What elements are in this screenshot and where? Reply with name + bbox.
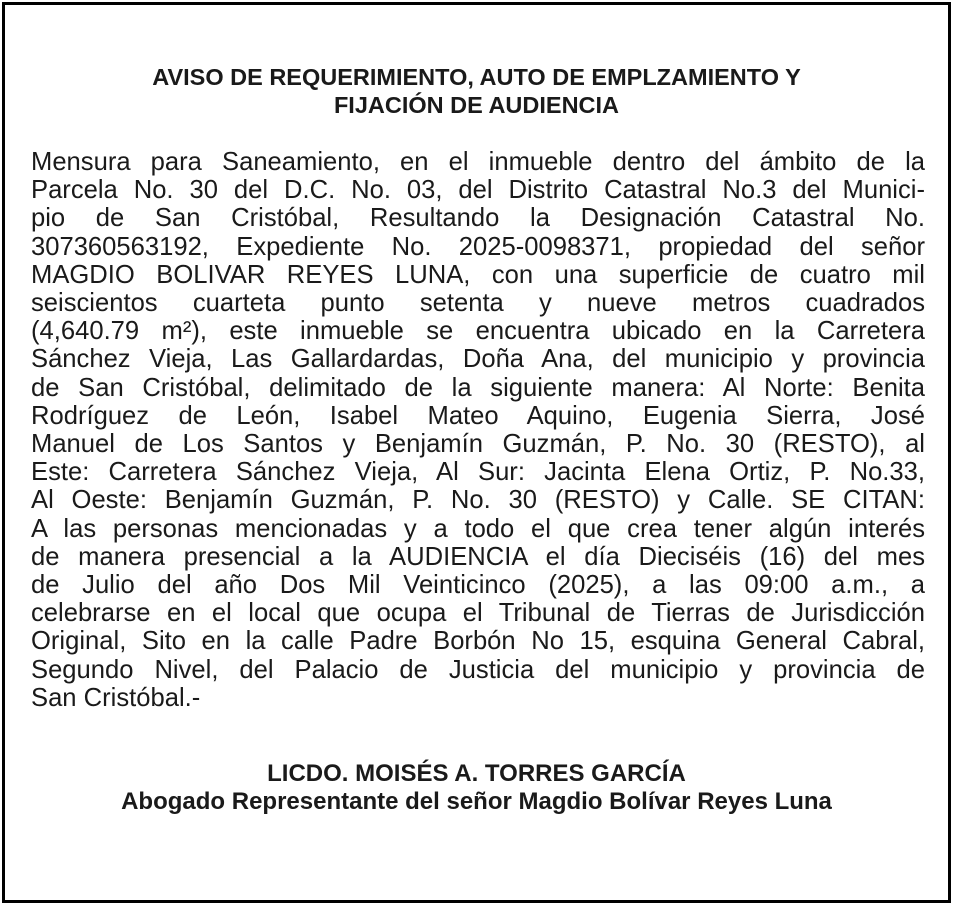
notice-body-line: (4,640.79 m²), este inmueble se encuentra ubicado en la Carretera: [31, 317, 925, 346]
signature-block: [25, 760, 928, 816]
notice-body-line: de San Cristóbal, delimitado de la siguiente manera: Al Norte: Benita: [31, 373, 925, 402]
notice-body-line: de manera presencial a la AUDIENCIA el día Dieciséis (16) del mes: [31, 542, 925, 571]
notice-body-line: pio de San Cristóbal, Resultando la Designación Catastral No.: [31, 204, 925, 233]
notice-title-line-1: AVISO DE REQUERIMIENTO, AUTO DE EMPLZAMIENTO Y: [152, 64, 801, 90]
notice-body: [31, 148, 925, 712]
notice-body-line: Sánchez Vieja, Las Gallardardas, Doña Ana, del municipio y provincia: [31, 345, 925, 374]
notice-body-line: Segundo Nivel, del Palacio de Justicia del municipio y provincia de: [31, 655, 925, 684]
notice-title-line-2: FIJACIÓN DE AUDIENCIA: [333, 92, 620, 118]
notice-body-line: A las personas mencionadas y a todo el que crea tener algún interés: [31, 514, 925, 543]
notice-body-line: MAGDIO BOLIVAR REYES LUNA, con una superficie de cuatro mil: [31, 260, 925, 289]
notice-body-line: Rodríguez de León, Isabel Mateo Aquino, Eugenia Sierra, José: [31, 401, 925, 430]
signatory-role: Abogado Representante del señor Magdio Bolívar Reyes Luna: [121, 788, 832, 815]
notice-body-line: Parcela No. 30 del D.C. No. 03, del Distrito Catastral No.3 del Munici-: [31, 176, 925, 205]
signatory-name: LICDO. MOISÉS A. TORRES GARCÍA: [267, 760, 686, 787]
notice-body-line: Manuel de Los Santos y Benjamín Guzmán, P. No. 30 (RESTO), al: [31, 430, 925, 459]
notice-body-line: Al Oeste: Benjamín Guzmán, P. No. 30 (RESTO) y Calle. SE CITAN:: [31, 486, 925, 515]
notice-body-line: Original, Sito en la calle Padre Borbón No 15, esquina General Cabral,: [31, 627, 925, 656]
legal-notice: [2, 2, 951, 903]
notice-body-line: celebrarse en el local que ocupa el Tribunal de Tierras de Jurisdicción: [31, 599, 925, 628]
notice-body-line: 307360563192, Expediente No. 2025-0098371, propiedad del señor: [31, 232, 925, 261]
notice-title: [25, 63, 928, 119]
notice-body-line-last: San Cristóbal.-: [31, 683, 201, 712]
notice-body-line: Este: Carretera Sánchez Vieja, Al Sur: Jacinta Elena Ortiz, P. No.33,: [31, 458, 925, 487]
notice-body-line: Mensura para Saneamiento, en el inmueble dentro del ámbito de la: [31, 148, 925, 176]
notice-body-line: de Julio del año Dos Mil Veinticinco (2025), a las 09:00 a.m., a: [31, 571, 925, 600]
notice-body-line: seiscientos cuarteta punto setenta y nueve metros cuadrados: [31, 289, 925, 318]
